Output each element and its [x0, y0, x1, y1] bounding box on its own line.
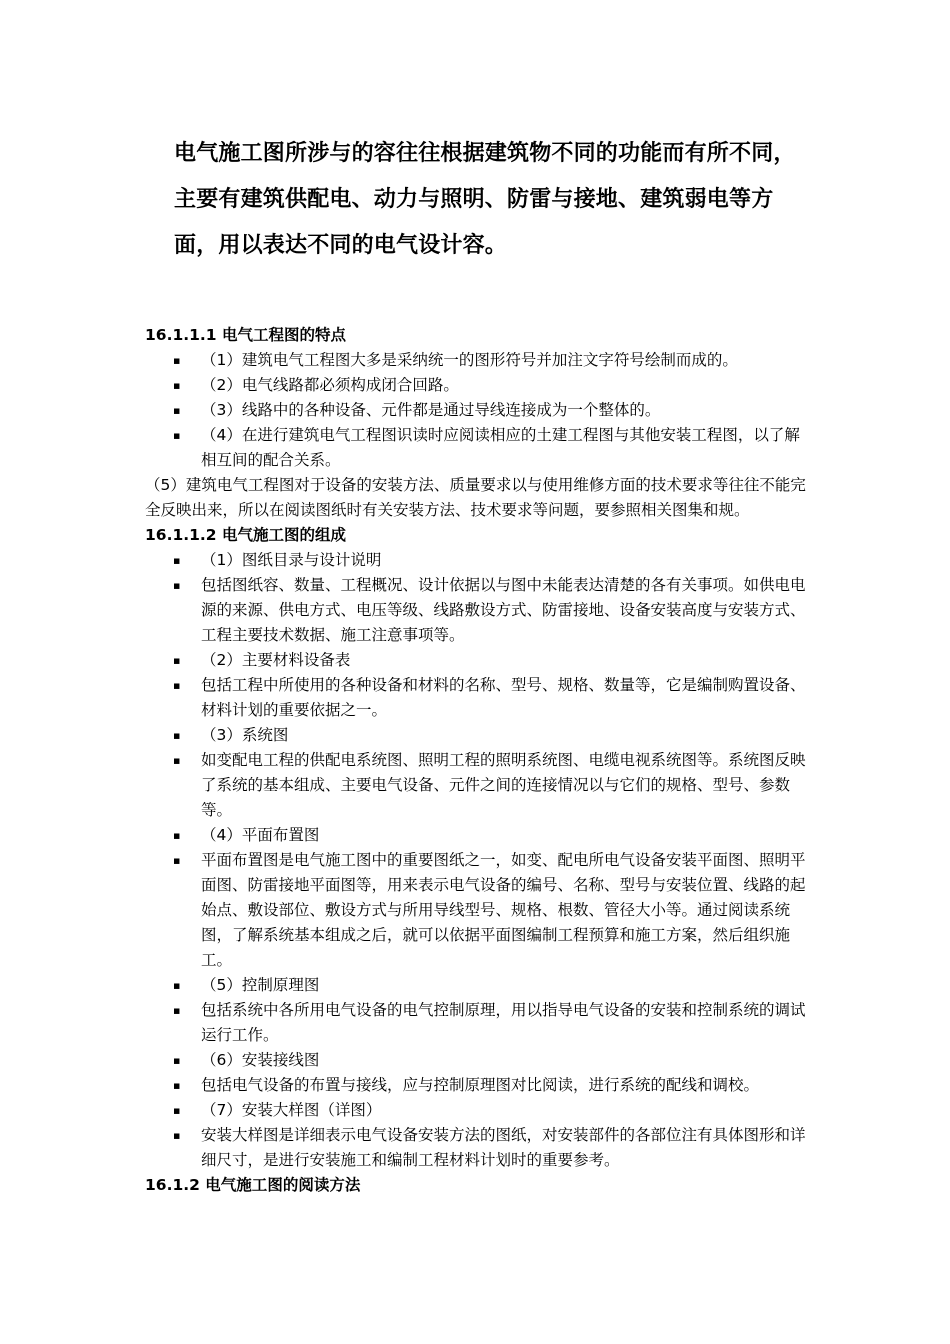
list-item-text: 安装大样图是详细表示电气设备安装方法的图纸，对安装部件的各部位注有具体图形和详细尺寸，是进行安装施工和编制工程材料计划时的重要参考。 [201, 1126, 806, 1169]
document-body [145, 323, 810, 1198]
bullet-icon: ▪ [173, 579, 181, 592]
bullet-icon: ▪ [173, 354, 181, 367]
list-item-text: 包括系统中各所用电气设备的电气控制原理，用以指导电气设备的安装和控制系统的调试运行工作。 [201, 1001, 806, 1044]
list-item-text: 如变配电工程的供配电系统图、照明工程的照明系统图、电缆电视系统图等。系统图反映了系统的基本组成、主要电气设备、元件之间的连接情况以与它们的规格、型号、参数等。 [201, 751, 806, 819]
intro-paragraph: 电气施工图所涉与的容往往根据建筑物不同的功能而有所不同，主要有建筑供配电、动力与照明、防雷与接地、建筑弱电等方面，用以表达不同的电气设计容。 [174, 141, 796, 258]
list-item-text: （6）安装接线图 [201, 1051, 320, 1069]
bullet-icon: ▪ [173, 754, 181, 767]
bullet-icon: ▪ [173, 1079, 181, 1092]
list-item-text: （7）安装大样图（详图） [201, 1101, 382, 1119]
section-heading-reading-method: 16.1.2 电气施工图的阅读方法 [145, 1176, 361, 1194]
list-item [145, 1073, 810, 1098]
list-item-text: （3）线路中的各种设备、元件都是通过导线连接成为一个整体的。 [201, 401, 661, 419]
bullet-icon: ▪ [173, 404, 181, 417]
bullet-icon: ▪ [173, 829, 181, 842]
list-item-text: 包括工程中所使用的各种设备和材料的名称、型号、规格、数量等，它是编制购置设备、材料计划的重要依据之一。 [201, 676, 806, 719]
list-item [145, 648, 810, 673]
list-item-text: 包括图纸容、数量、工程概况、设计依据以与图中未能表达清楚的各有关事项。如供电电源的来源、供电方式、电压等级、线路敷设方式、防雷接地、设备安装高度与安装方式、工程主要技术数据、施工注意事项等。 [201, 576, 806, 644]
bullet-icon: ▪ [173, 379, 181, 392]
list-item-text: （4）在进行建筑电气工程图识读时应阅读相应的土建工程图与其他安装工程图，以了解相互间的配合关系。 [201, 426, 800, 469]
list-item-text: （5）控制原理图 [201, 976, 320, 994]
list-item [145, 373, 810, 398]
list-item [145, 1048, 810, 1073]
features-paragraph: （5）建筑电气工程图对于设备的安装方法、质量要求以与使用维修方面的技术要求等往往不能完全反映出来，所以在阅读图纸时有关安装方法、技术要求等问题，要参照相关图集和规。 [145, 476, 806, 519]
features-list [145, 348, 810, 473]
list-item-text: 包括电气设备的布置与接线，应与控制原理图对比阅读，进行系统的配线和调校。 [201, 1076, 760, 1094]
list-item [145, 1123, 810, 1173]
list-item [145, 848, 810, 973]
section-heading-composition: 16.1.1.2 电气施工图的组成 [145, 526, 346, 544]
list-item [145, 1098, 810, 1123]
list-item [145, 573, 810, 648]
list-item [145, 748, 810, 823]
bullet-icon: ▪ [173, 679, 181, 692]
composition-list [145, 548, 810, 1173]
bullet-icon: ▪ [173, 1129, 181, 1142]
bullet-icon: ▪ [173, 729, 181, 742]
list-item [145, 348, 810, 373]
bullet-icon: ▪ [173, 554, 181, 567]
list-item [145, 998, 810, 1048]
list-item [145, 423, 810, 473]
bullet-icon: ▪ [173, 854, 181, 867]
bullet-icon: ▪ [173, 654, 181, 667]
bullet-icon: ▪ [173, 1104, 181, 1117]
list-item [145, 673, 810, 723]
list-item [145, 548, 810, 573]
bullet-icon: ▪ [173, 979, 181, 992]
bullet-icon: ▪ [173, 429, 181, 442]
list-item-text: （4）平面布置图 [201, 826, 320, 844]
list-item [145, 398, 810, 423]
list-item-text: 平面布置图是电气施工图中的重要图纸之一，如变、配电所电气设备安装平面图、照明平面图、防雷接地平面图等，用来表示电气设备的编号、名称、型号与安装位置、线路的起始点、敷设部位、敷设方式与所用导线型号、规格、根数、管径大小等。通过阅读系统图，了解系统基本组成之后，就可以依据平面图编制工程预算和施工方案，然后组织施工。 [201, 851, 806, 969]
list-item-text: （2）电气线路都必须构成闭合回路。 [201, 376, 459, 394]
list-item [145, 973, 810, 998]
bullet-icon: ▪ [173, 1054, 181, 1067]
list-item-text: （3）系统图 [201, 726, 289, 744]
bullet-icon: ▪ [173, 1004, 181, 1017]
list-item [145, 823, 810, 848]
section-heading-features: 16.1.1.1 电气工程图的特点 [145, 326, 346, 344]
list-item-text: （2）主要材料设备表 [201, 651, 351, 669]
list-item [145, 723, 810, 748]
list-item-text: （1）图纸目录与设计说明 [201, 551, 382, 569]
list-item-text: （1）建筑电气工程图大多是采纳统一的图形符号并加注文字符号绘制而成的。 [201, 351, 738, 369]
